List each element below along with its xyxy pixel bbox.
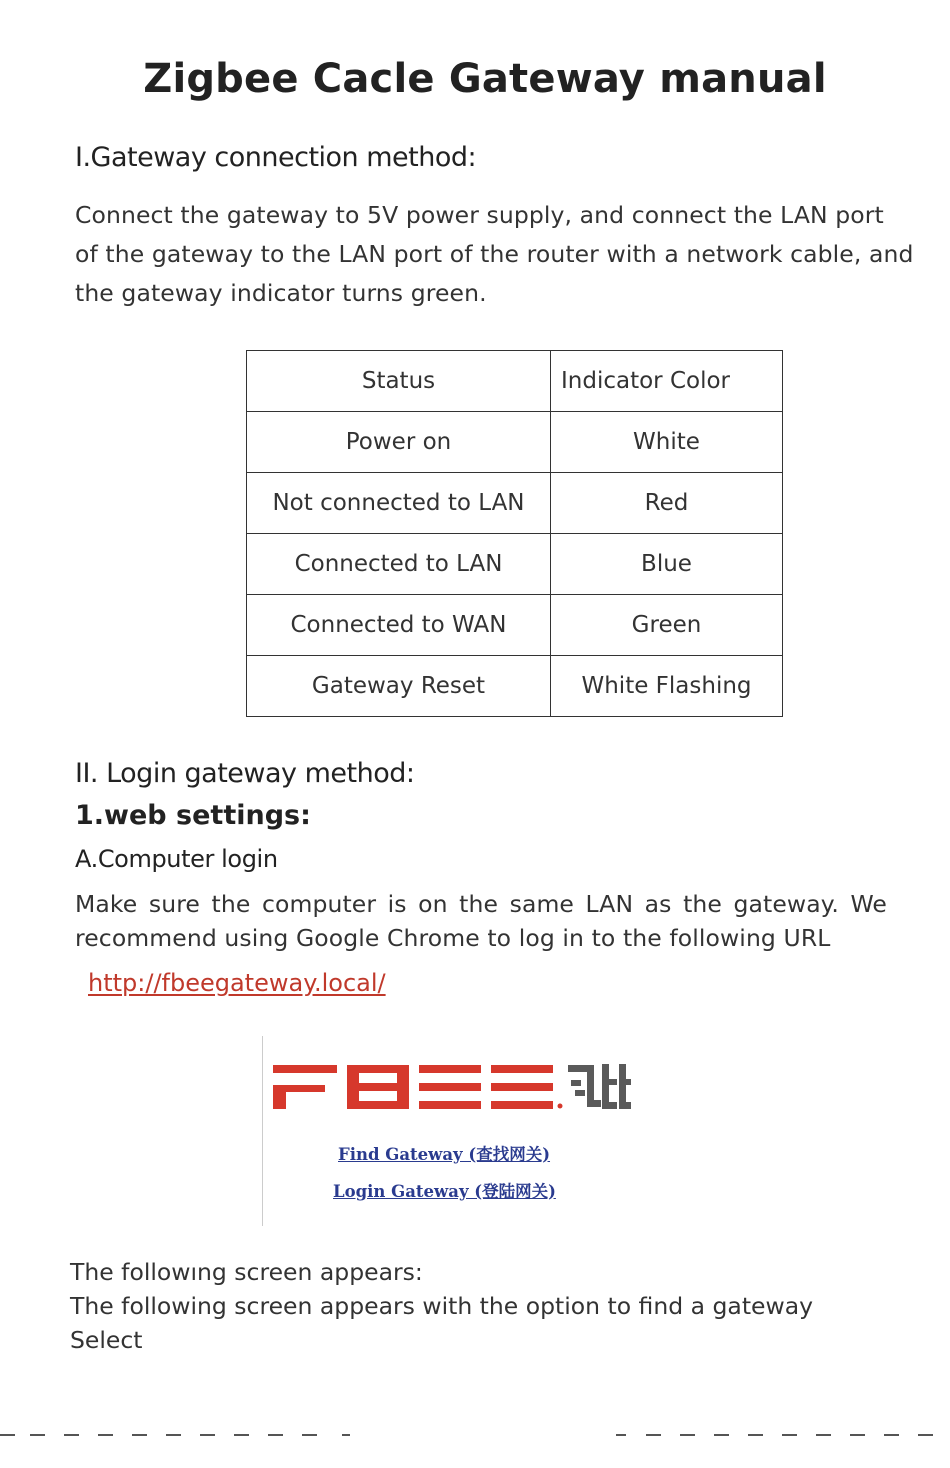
dashed-separator-left: [0, 1434, 360, 1436]
table-cell-color: Red: [551, 473, 783, 534]
indicator-status-table: [246, 350, 783, 717]
table-cell-color: Blue: [551, 534, 783, 595]
table-row: [247, 534, 783, 595]
find-gateway-link[interactable]: Find Gateway (查找网关): [338, 1145, 551, 1164]
table-cell-color: Green: [551, 595, 783, 656]
dashed-separator-right: [616, 1434, 950, 1436]
table-row: [247, 412, 783, 473]
paragraph-line: the gateway indicator turns green.: [75, 279, 487, 307]
table-cell-status: Power on: [247, 412, 551, 473]
connection-paragraph: [75, 196, 914, 313]
gateway-url-link[interactable]: http://fbeegateway.local/: [88, 969, 386, 997]
table-row: [247, 595, 783, 656]
table-header-status: Status: [247, 351, 551, 412]
fbee-logo: [271, 1062, 631, 1112]
table-header-color: Indicator Color: [551, 351, 783, 412]
paragraph-line: Make sure the computer is on the same LAN as the gateway. We: [75, 890, 887, 918]
footer-line: The followıng screen appears:: [70, 1258, 423, 1286]
footer-line: Select: [70, 1326, 143, 1354]
table-cell-status: Not connected to LAN: [247, 473, 551, 534]
paragraph-line: Connect the gateway to 5V power supply, and connect the LAN port: [75, 201, 884, 229]
paragraph-line: recommend using Google Chrome to log in to the following URL: [75, 924, 831, 952]
paragraph-line: of the gateway to the LAN port of the router with a network cable, and: [75, 240, 914, 268]
table-cell-status: Connected to WAN: [247, 595, 551, 656]
table-cell-status: Connected to LAN: [247, 534, 551, 595]
section-heading-login: II. Login gateway method:: [75, 758, 415, 789]
table-cell-color: White: [551, 412, 783, 473]
subheading-computer-login: A.Computer login: [75, 845, 278, 873]
table-row: [247, 656, 783, 717]
login-paragraph: [75, 887, 887, 955]
web-page-screenshot: [262, 1036, 663, 1226]
table-cell-color: White Flashing: [551, 656, 783, 717]
subheading-web-settings: 1.web settings:: [75, 800, 311, 831]
login-gateway-link[interactable]: Login Gateway (登陆网关): [333, 1182, 556, 1201]
section-heading-connection: I.Gateway connection method:: [75, 142, 477, 173]
footer-line: The following screen appears with the option to find a gateway: [70, 1292, 814, 1320]
document-title: Zigbee Cacle Gateway manual: [143, 56, 827, 102]
table-cell-status: Gateway Reset: [247, 656, 551, 717]
table-header-row: [247, 351, 783, 412]
table-row: [247, 473, 783, 534]
